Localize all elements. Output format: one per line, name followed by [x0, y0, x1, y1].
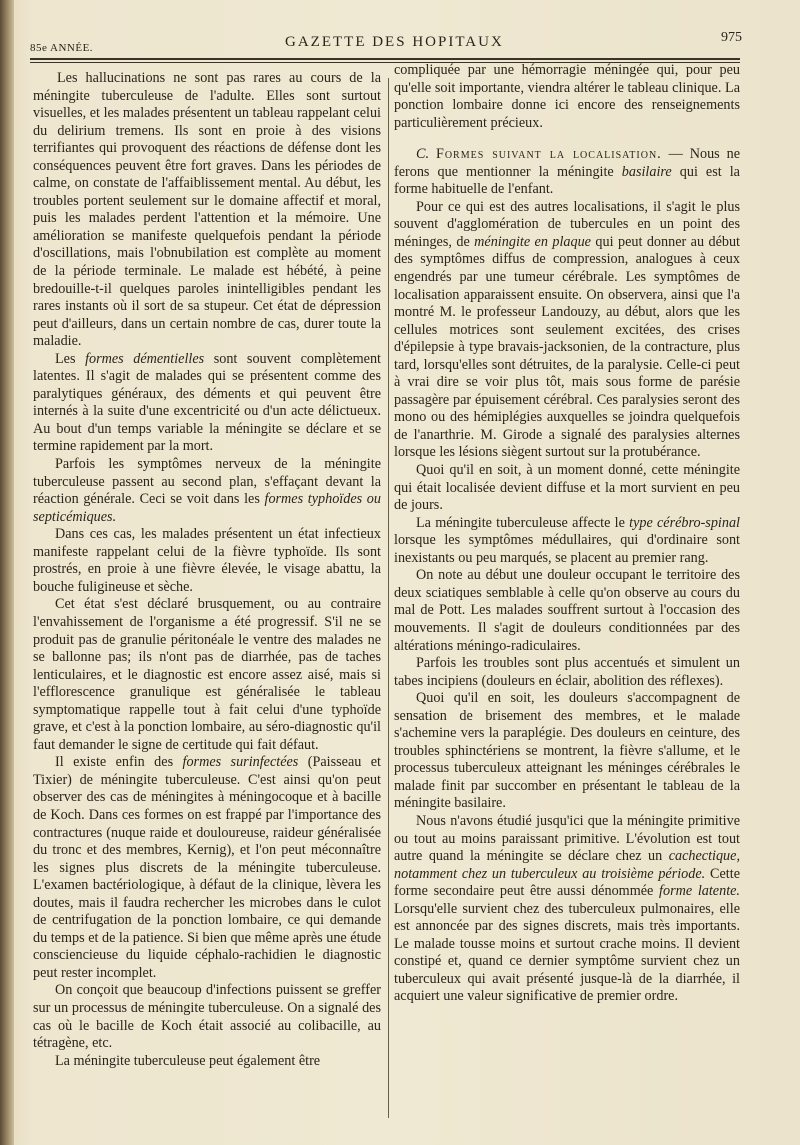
paragraph: Cet état s'est déclaré brusquement, ou au contraire l'envahissement de l'organisme a été progressif. S'il ne se produit pas de granulie péritonéale le ventre des malades ne se ballonne pas; ils n'ont pas de diarrhée, pas de taches lenticulaires, et le diagnostic est encore assez aisé, mais si l'efflorescence granulique est généralisée le tableau symptomatique rappelle tout à fait celui d'une typhoïde grave, et c'est à la ponction lombaire, au séro-diagnostic qu'il faut demander le signe de certitude qui fait défaut. — [33, 596, 381, 753]
left-column — [33, 70, 381, 1070]
paragraph: compliquée par une hémorragie méningée qui, pour peu qu'elle soit importante, viendra altérer le tableau clinique. La ponction lombaire donne ici encore des renseignements particulièrement précieux. — [394, 62, 740, 131]
page-binding-edge — [0, 0, 14, 1145]
header-title: GAZETTE DES HOPITAUX — [285, 34, 504, 50]
header-rule-thick — [30, 58, 740, 60]
right-column — [394, 62, 740, 1006]
paragraph: Les hallucinations ne sont pas rares au cours de la méningite tuberculeuse de l'adulte. Elles sont surtout visuelles, et les malades présentent un tableau rappelant celui du delirium tremens. Ils sont en proie à des visions terrifiantes qui provoquent des réactions de défense dont les conséquences peuvent être fort graves. Dans les périodes de calme, on constate de l'affaiblissement mental. Au début, les troubles portent seulement sur le domaine affectif et moral, puis les malades perdent l'attention et la mémoire. Une amélioration se manifeste quelquefois pendant la période d'oscillations, mais l'obnubilation est complète au moment de la période terminale. Le malade est hébété, à peine bredouille-t-il quelques paroles inintelligibles pendant les rares instants où il sort de sa stupeur. Cet état de dépression peut d'ailleurs, dans un certain nombre de cas, durer toute la maladie. — [33, 70, 381, 350]
section-heading: Formes suivant la localisation. — [435, 146, 662, 163]
paragraph: La méningite tuberculeuse peut également être — [55, 1052, 321, 1069]
paragraph: Parfois les symptômes nerveux de la méningite tuberculeuse passent au second plan, s'effaçant devant la réaction générale. Ceci se voit dans les formes typhoïdes ou septicémiques. — [33, 456, 381, 525]
paragraph: Nous n'avons étudié jusqu'ici que la méningite primitive ou tout au moins paraissant primitive. L'évolution est tout autre quand la méningite se déclare chez un cachectique, notamment chez un tuberculeux au troisième période. Cette forme secondaire peut être aussi dénommée forme latente. Lorsqu'elle survient chez des tuberculeux pulmonaires, elle est annoncée par des signes discrets, mais très importants. Le malade tousse moins et surtout crache moins. Il devient constipé et, quand ce dernier symptôme survient chez un tuberculeux qui avait présenté jusque-là de la diarrhée, il acquiert une valeur significative de premier ordre. — [394, 812, 740, 1005]
header-year: 85e ANNÉE. — [30, 42, 94, 54]
page-header — [30, 30, 742, 56]
paragraph: Les formes démentielles sont souvent complètement latentes. Il s'agit de malades qui se présentent comme des paralytiques généraux, des déments et qui peuvent être internés à la suite d'une excentricité ou d'un acte délictueux. Au bout d'un temps variable la méningite se déclare et se termine rapidement par la mort. — [33, 350, 381, 455]
column-divider — [388, 78, 389, 1118]
paragraph: La méningite tuberculeuse affecte le type cérébro-spinal lorsque les symptômes médullaires, qui d'ordinaire sont inexistants ou peu marqués, se placent au premier rang. — [394, 514, 740, 566]
paragraph: On conçoit que beaucoup d'infections puissent se greffer sur un processus de méningite tuberculeuse. On a signalé des cas où le bacille de Koch était associé au colibacille, au tétragène, etc. — [33, 982, 381, 1052]
paragraph: Parfois les troubles sont plus accentués et simulent un tabes incipiens (douleurs en éclair, abolition des réflexes). — [394, 655, 740, 689]
paragraph: On note au début une douleur occupant le territoire des deux sciatiques semblable à celle qu'on observe au cours du mal de Pott. Les malades souffrent surtout à l'occasion des mouvements. Il s'agit de douleurs conditionnées par des altérations méningo-radiculaires. — [394, 567, 740, 654]
paragraph: Dans ces cas, les malades présentent un état infectieux manifeste rappelant celui de la fièvre typhoïde. Ils sont prostrés, en proie à une fièvre élevée, le visage abattu, la bouche fuligineuse et sèche. — [33, 526, 381, 595]
header-page-number: 975 — [721, 30, 742, 45]
paragraph: Il existe enfin des formes surinfectées (Paisseau et Tixier) de méningite tuberculeuse. C'est ainsi qu'on peut observer des cas de méningites à méningocoque et à bacille de Koch. Dans ces formes on est frappé par l'importance des contractures (nuque raide et douloureuse, raideur généralisée du tronc et des membres, Kernig), et l'on peut méconnaître les signes plus discrets de la méningite tuberculeuse. L'examen bactériologique, à défaut de la clinique, lèvera les doutes, mais il faudra rechercher les microbes dans le culot de centrifugation de la ponction lombaire, ce qui demande du temps et de la patience. Si bien que même après une étude consciencieuse du liquide céphalo-rachidien le diagnostic peut rester incomplet. — [33, 754, 381, 981]
section-heading-paragraph: C. Formes suivant la localisation. — Nous ne ferons que mentionner la méningite basilaire qui est la forme habituelle de l'enfant. — [394, 146, 740, 198]
paragraph: Quoi qu'il en soit, à un moment donné, cette méningite qui était localisée devient diffuse et la mort survient en peu de jours. — [394, 462, 740, 514]
paragraph: Quoi qu'il en soit, les douleurs s'accompagnent de sensation de brisement des membres, et le malade s'achemine vers la paraplégie. Des douleurs en ceinture, des troubles sphinctériens se montrent, la fièvre s'allume, et le processus tuberculeux atteignant les méninges cérébrales le malade finit par succomber en présentant le tableau de la méningite basilaire. — [394, 690, 740, 812]
paragraph: Pour ce qui est des autres localisations, il s'agit le plus souvent d'agglomération de tubercules en un point des méninges, de méningite en plaque qui peut donner au début des symptômes diffus de compression, analogues à ceux engendrés par une tumeur cérébrale. Les symptômes de localisation apparaissent ensuite. On observera, ainsi que l'a montré M. le professeur Landouzy, au début, alors que les cellules motrices sont seulement excitées, des crises d'épilepsie à type bravais-jacksonien, de la contracture, plus tard, lorsqu'elles sont détruites, de la paralysie. Celle-ci peut à vrai dire se voir plus tôt, mais sous forme de parésie passagère par épuisement cérébral. Ces paralysies seront des mono ou des hémiplégies auxquelles se joindra quelquefois de l'anarthrie. M. Girode a signalé des paralysies alternes lorsque les lésions siègent surtout sur la protubérance. — [394, 198, 740, 461]
